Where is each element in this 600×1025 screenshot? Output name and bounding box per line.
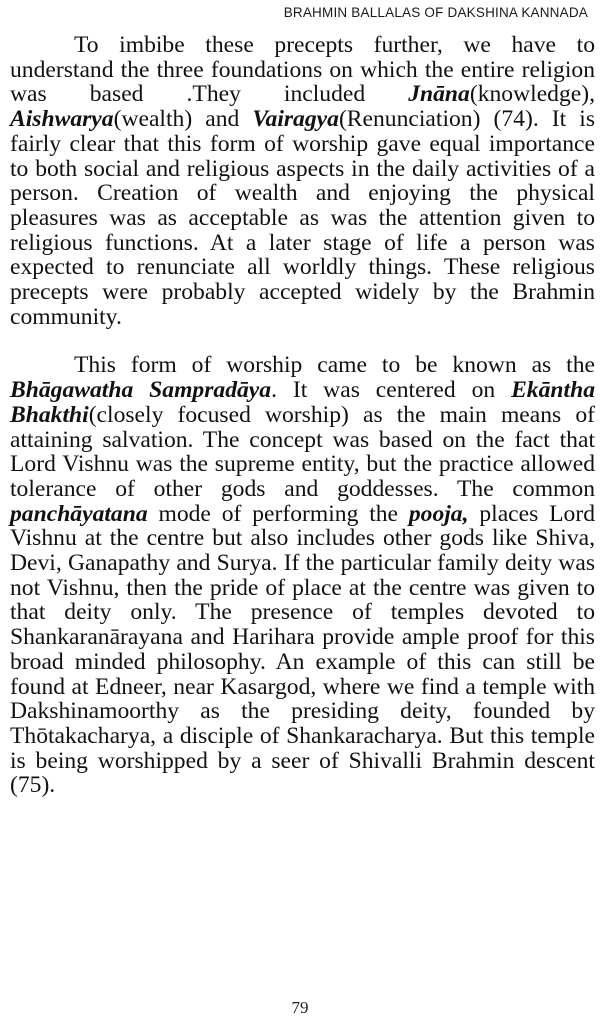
term-aishwarya: Aishwarya (10, 106, 114, 133)
paragraph-1-text: To imbibe these precepts further, we have to understand the three foundations on which the entire religion was based .They included (10, 32, 595, 108)
paragraph-1-text: (knowledge), (469, 81, 595, 108)
paragraph-2 (10, 353, 595, 798)
term-pooja: pooja, (408, 500, 469, 527)
paragraph-2-text: mode of performing the (147, 500, 409, 527)
term-panchayatana: panchāyatana (10, 500, 148, 527)
paragraph-1-text: (Renunciation) (74). It is fairly clear that this form of worship gave equal importance to both social and religious aspects in the daily activities of a person. Creation of wealth and enjoying the physical pleasures was as acceptable as was the attention given to religious functions. At a later stage of life a person was expected to renunciate all worldly things. These religious precepts were probably accepted widely by the Brahmin community. (10, 106, 596, 330)
paragraph-2-text: (closely focused worship) as the main means of attaining salvation. The concept was based on the fact that Lord Vishnu was the supreme entity, but the practice allowed tolerance of other gods and goddesses. The common (10, 401, 595, 502)
term-jnana: Jnāna (408, 81, 470, 108)
paragraph-2-text: places Lord Vishnu at the centre but also includes other gods like Shiva, Devi, Ganapathy and Surya. If the particular family deity was not Vishnu, then the pride of place at the centre was given to that deity only. The presence of temples devoted to Shankaranārayana and Harihara provide ample proof for this broad minded philosophy. An example of this can still be found at Edneer, near Kasargod, where we find a temple with Dakshinamoorthy as the presiding deity, founded by Thōtakacharya, a disciple of Shankaracharya. But this temple is being worshipped by a seer of Shivalli Brahmin descent (75). (10, 500, 595, 799)
term-bhagawatha-sampradaya: Bhāgawatha Sampradāya (10, 377, 272, 404)
running-header: BRAHMIN BALLALAS OF DAKSHINA KANNADA (283, 5, 588, 20)
paragraph-1-text: (wealth) and (113, 106, 253, 133)
term-ekantha-bhakthi: Ekāntha Bhakthi (10, 377, 595, 428)
paragraph-2-text: This form of worship came to be known as the (74, 352, 595, 379)
term-vairagya: Vairagya (252, 106, 339, 133)
paragraph-1 (10, 33, 595, 329)
body-text (10, 33, 595, 798)
paragraph-2-text: . It was centered on (271, 377, 512, 404)
page-number: 79 (291, 998, 309, 1017)
